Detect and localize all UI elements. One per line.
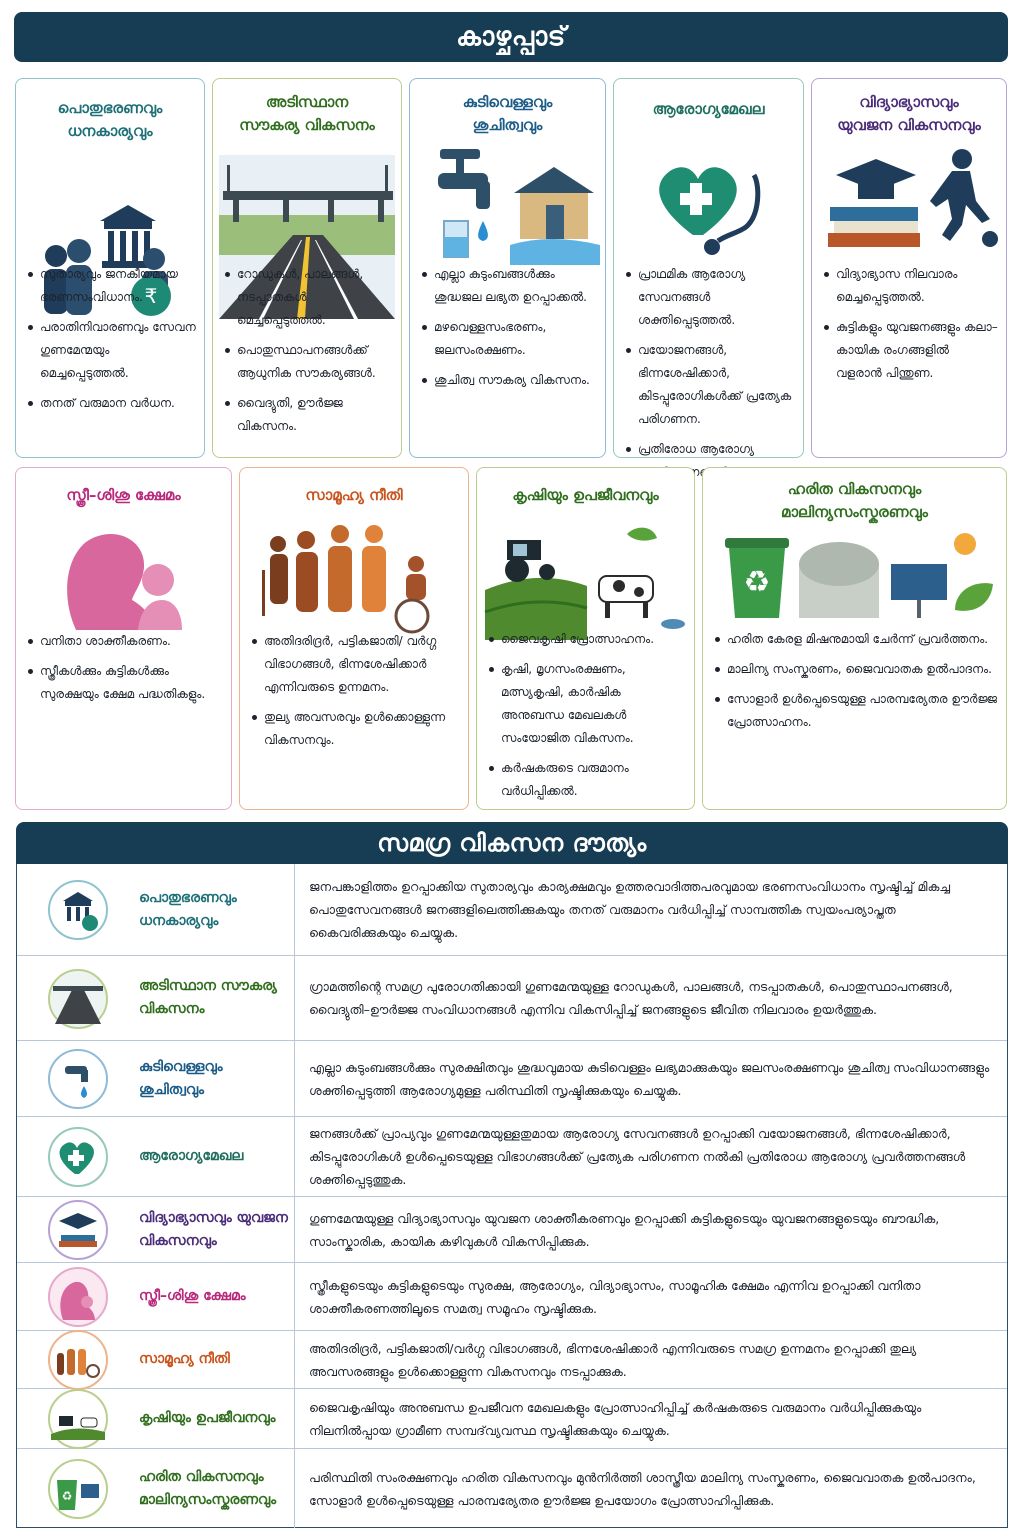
bullet-list	[420, 263, 597, 399]
card-title-line: കൃഷിയും ഉപജീവനവും	[512, 485, 659, 504]
card-education-youth	[811, 78, 1007, 458]
card-title-line: ഹരിത വികസനവും	[787, 480, 922, 498]
row-description: ഗ്രാമത്തിന്റെ സമഗ്ര പുരോഗതിക്കായി ഗുണമേന്മയുള്ള റോഡുകൾ, പാലങ്ങൾ, നടപ്പാതകൾ, പൊതുസ്ഥാപനങ്ങൾ, വൈദ്യുതി–ഊർജ്ജ സംവിധാനങ്ങൾ എന്നിവ വികസിപ്പിച്ച് ജനങ്ങളുടെ ജീവിത നിലവാരം ഉയർത്തുക.	[309, 979, 953, 1017]
list-item: പ്രാഥമിക ആരോഗ്യ സേവനങ്ങൾ ശക്തിപ്പെടുത്തൽ.	[624, 263, 795, 332]
table-row	[17, 1331, 1007, 1389]
row-label-cell	[17, 1389, 295, 1448]
water-tap-icon	[35, 1048, 121, 1110]
row-label-cell	[17, 956, 295, 1040]
row-label-cell	[17, 1331, 295, 1388]
bullet-list	[26, 263, 196, 422]
table-row	[17, 1041, 1007, 1117]
mother-child-icon	[16, 520, 231, 640]
table-row	[17, 1449, 1007, 1528]
bullet-list	[223, 263, 393, 445]
card-health	[613, 78, 804, 458]
card-title-line: യുവജന വികസനവും	[837, 116, 981, 134]
graduation-cap-icon	[35, 1199, 121, 1261]
table-row	[17, 1117, 1007, 1197]
card-social-justice	[239, 467, 469, 810]
list-item: തുല്യ അവസരവും ഉൾക്കൊള്ളുന്ന വികസനവും.	[250, 706, 460, 752]
bullet-list	[250, 630, 460, 759]
list-item: ഹരിത കേരള മിഷനുമായി ചേർന്ന് പ്രവർത്തനം.	[713, 628, 998, 651]
card-title-line: സ്ത്രീ–ശിശു ക്ഷേമം	[66, 485, 181, 504]
list-item: തനത് വരുമാന വർധന.	[26, 392, 196, 415]
community-people-icon	[35, 1329, 121, 1391]
row-label-cell	[17, 1263, 295, 1330]
row-description: എല്ലാ കുടുംബങ്ങൾക്കും സുരക്ഷിതവും ശുദ്ധവുമായ കുടിവെള്ളം ലഭ്യമാക്കുകയും ജലസംരക്ഷണവും ശുചിത്വ സംവിധാനങ്ങളും ശക്തിപ്പെടുത്തി ആരോഗ്യമുള്ള പരിസ്ഥിതി സൃഷ്ടിക്കുകയും ചെയ്യുക.	[309, 1059, 990, 1098]
card-women-child	[15, 467, 232, 810]
card-title-line: വിദ്യാഭ്യാസവും	[859, 93, 959, 111]
mission-header	[16, 822, 1008, 864]
card-agriculture	[476, 467, 695, 810]
card-infrastructure	[212, 78, 402, 458]
table-row	[17, 956, 1007, 1041]
row-title: ആരോഗ്യമേഖല	[139, 1148, 244, 1164]
list-item: പൊതുസ്ഥാപനങ്ങൾക്ക് ആധുനിക സൗകര്യങ്ങൾ.	[223, 339, 393, 385]
list-item: അതിദരിദ്രർ, പട്ടികജാതി/ വർഗ്ഗ വിഭാഗങ്ങൾ, ഭിന്നശേഷിക്കാർ എന്നിവരുടെ ഉന്നമനം.	[250, 630, 460, 699]
svg-text:♻: ♻	[61, 1488, 73, 1503]
row-title: കൃഷിയും ഉപജീവനവും	[139, 1410, 276, 1426]
bullet-list	[26, 630, 223, 713]
list-item: റോഡുകൾ, പാലങ്ങൾ, നടപ്പാതകൾ മെച്ചപ്പെടുത്തൽ.	[223, 263, 393, 332]
row-label-cell	[17, 1197, 295, 1262]
row-label-cell	[17, 864, 295, 955]
agriculture-tractor-cow-icon	[477, 520, 694, 640]
card-water-sanitation	[409, 78, 606, 458]
card-title-line: അടിസ്ഥാന	[265, 93, 349, 111]
list-item: കൃഷി, മൃഗസംരക്ഷണം, മത്സ്യകൃഷി, കാർഷിക അനുബന്ധ മേഖലകൾ സംയോജിത വികസനം.	[487, 658, 686, 750]
list-item: വയോജനങ്ങൾ, ഭിന്നശേഷിക്കാർ, കിടപ്പുരോഗികൾക്ക് പ്രത്യേക പരിഗണന.	[624, 339, 795, 431]
community-people-icon	[240, 520, 468, 640]
row-label-cell	[17, 1117, 295, 1196]
list-item: സുതാര്യവും ജനകീയമായ ഭരണസംവിധാനം.	[26, 263, 196, 309]
row-title: അടിസ്ഥാന സൗകര്യ വികസനം	[139, 978, 277, 1017]
row-description: സ്ത്രീകളുടെയും കുട്ടികളുടെയും സുരക്ഷ, ആരോഗ്യം, വിദ്യാഭ്യാസം, സാമൂഹിക ക്ഷേമം എന്നിവ ഉറപ്പാക്കി വനിതാ ശാക്തീകരണത്തിലൂടെ സമത്വ സമൂഹം സൃഷ്ടിക്കുക.	[309, 1277, 921, 1316]
table-row	[17, 1389, 1007, 1449]
list-item: സോളാർ ഉൾപ്പെടെയുള്ള പാരമ്പര്യേതര ഊർജ്ജ പ്രോത്സാഹനം.	[713, 688, 998, 734]
vision-title: കാഴ്ചപ്പാട്	[456, 21, 566, 52]
row-description: പരിസ്ഥിതി സംരക്ഷണവും ഹരിത വികസനവും മുൻനിർത്തി ശാസ്ത്രീയ മാലിന്യ സംസ്കരണം, ജൈവവാതക ഉൽപാദനം, സോളാർ ഉൾപ്പെടെയുള്ള പാരമ്പര്യേതര ഊർജ്ജ ഉപയോഗം പ്രോത്സാഹിപ്പിക്കുക.	[309, 1469, 976, 1508]
road-bridge-icon	[35, 968, 121, 1030]
card-title-line: ധനകാര്യവും	[67, 122, 153, 140]
card-governance	[15, 78, 205, 458]
mission-title: സമഗ്ര വികസന ദൗത്യം	[377, 829, 647, 857]
svg-text:₹: ₹	[144, 284, 158, 308]
agriculture-icon	[35, 1388, 121, 1450]
row-description: ഗുണമേന്മയുള്ള വിദ്യാഭ്യാസവും യുവജന ശാക്തീകരണവും ഉറപ്പാക്കി കുട്ടികളുടെയും യുവജനങ്ങളുടെയും ബൗദ്ധിക, സാംസ്കാരിക, കായിക കഴിവുകൾ വികസിപ്പിക്കുക.	[309, 1210, 940, 1249]
svg-text:♻: ♻	[743, 565, 771, 600]
vision-header	[14, 12, 1008, 62]
row-description: ജനങ്ങൾക്ക് പ്രാപ്യവും ഗുണമേന്മയുള്ളതുമായ ആരോഗ്യ സേവനങ്ങൾ ഉറപ്പാക്കി വയോജനങ്ങൾ, ഭിന്നശേഷിക്കാർ, കിടപ്പുരോഗികൾ ഉൾപ്പെടെയുള്ള വിഭാഗങ്ങൾക്ക് പ്രത്യേക പരിഗണന നൽകി പ്രതിരോധ ആരോഗ്യ പ്രവർത്തനങ്ങൾ ശക്തിപ്പെടുത്തുക.	[309, 1126, 966, 1187]
table-row	[17, 1197, 1007, 1263]
list-item: ജൈവകൃഷി പ്രോത്സാഹനം.	[487, 628, 686, 651]
row-label-cell	[17, 1041, 295, 1116]
row-title: സ്ത്രീ–ശിശു ക്ഷേമം	[139, 1288, 246, 1304]
row-title: ഹരിത വികസനവും മാലിന്യസംസ്കരണവും	[139, 1468, 277, 1508]
list-item: എല്ലാ കുടുംബങ്ങൾക്കും ശുദ്ധജല ലഭ്യത ഉറപ്പാക്കൽ.	[420, 263, 597, 309]
card-title-line: സൗകര്യ വികസനം	[239, 116, 375, 134]
row-description: അതിദരിദ്രർ, പട്ടികജാതി/വർഗ്ഗ വിഭാഗങ്ങൾ, ഭിന്നശേഷിക്കാർ എന്നിവരുടെ സമഗ്ര ഉന്നമനം ഉറപ്പാക്കി തുല്യ അവസരങ്ങളും ഉൾക്കൊള്ളുന്ന വികസനവും നടപ്പാക്കുക.	[309, 1340, 917, 1379]
list-item: പരാതിനിവാരണവും സേവന ഗുണമേന്മയും മെച്ചപ്പെടുത്തൽ.	[26, 316, 196, 385]
bullet-list	[713, 628, 998, 741]
row-title: സാമൂഹ്യ നീതി	[139, 1351, 230, 1367]
row-label-cell	[17, 1449, 295, 1528]
mother-child-icon	[35, 1266, 121, 1328]
card-title-line: പൊതുഭരണവും	[57, 99, 163, 117]
card-title-line: ശുചിത്വവും	[472, 116, 543, 134]
governance-icon	[35, 879, 121, 941]
bullet-list	[822, 263, 998, 392]
bullet-list	[487, 628, 686, 810]
list-item: വൈദ്യുതി, ഊർജ്ജ വികസനം.	[223, 392, 393, 438]
table-row	[17, 864, 1007, 956]
card-title-line: കുടിവെള്ളവും	[462, 93, 553, 111]
recycle-bin-solar-icon	[703, 524, 1006, 624]
row-description: ജനപങ്കാളിത്തം ഉറപ്പാക്കിയ സുതാര്യവും കാര്യക്ഷമവും ഉത്തരവാദിത്തപരവുമായ ഭരണസംവിധാനം സൃഷ്ടിച്ച് മികച്ച പൊതുസേവനങ്ങൾ ജനങ്ങളിലെത്തിക്കുകയും തനത് വരുമാനം വർധിപ്പിച്ച് സാമ്പത്തിക സ്വയംപര്യാപ്തത കൈവരിക്കുകയും ചെയ്യുക.	[309, 879, 951, 940]
row-title: കുടിവെള്ളവും ശുചിത്വവും	[139, 1058, 223, 1098]
row-title: വിദ്യാഭ്യാസവും യുവജന വികസനവും	[139, 1209, 288, 1249]
list-item: മാലിന്യ സംസ്കരണം, ജൈവവാതക ഉൽപാദനം.	[713, 658, 998, 681]
table-row	[17, 1263, 1007, 1331]
bullet-list	[624, 263, 795, 491]
list-item: വനിതാ ശാക്തീകരണം.	[26, 630, 223, 653]
list-item: പ്രതിരോധ ആരോഗ്യ	[624, 438, 795, 484]
card-title-line: ആരോഗ്യമേഖല	[652, 99, 765, 118]
row-description: ജൈവകൃഷിയും അനുബന്ധ ഉപജീവന മേഖലകളും പ്രോത്സാഹിപ്പിച്ച് കർഷകരുടെ വരുമാനം വർധിപ്പിക്കുകയും നിലനിൽപ്പായ ഗ്രാമീണ സമ്പദ്‌വ്യവസ്ഥ സൃഷ്ടിക്കുകയും ചെയ്യുക.	[309, 1399, 922, 1438]
list-item: കർഷകരുടെ വരുമാനം വർധിപ്പിക്കൽ.	[487, 757, 686, 803]
list-item: സ്ത്രീകൾക്കും കുട്ടികൾക്കും സുരക്ഷയും ക്ഷേമ പദ്ധതികളും.	[26, 660, 223, 706]
list-item: ശുചിത്വ സൗകര്യ വികസനം.	[420, 369, 597, 392]
list-item: വിദ്യാഭ്യാസ നിലവാരം മെച്ചപ്പെടുത്തൽ.	[822, 263, 998, 309]
list-item: മഴവെള്ളസംഭരണം, ജലസംരക്ഷണം.	[420, 316, 597, 362]
list-item: കുട്ടികളും യുവജനങ്ങളും കലാ–കായിക രംഗങ്ങളിൽ വളരാൻ പിന്തുണ.	[822, 316, 998, 385]
health-heart-icon	[35, 1126, 121, 1188]
recycle-solar-icon	[35, 1458, 121, 1520]
card-title-line: മാലിന്യസംസ്കരണവും	[781, 503, 928, 521]
card-title-line: സാമൂഹ്യ നീതി	[305, 485, 403, 504]
row-title: പൊതുഭരണവും ധനകാര്യവും	[139, 889, 237, 929]
card-green-waste	[702, 467, 1007, 810]
mission-table	[16, 864, 1008, 1528]
